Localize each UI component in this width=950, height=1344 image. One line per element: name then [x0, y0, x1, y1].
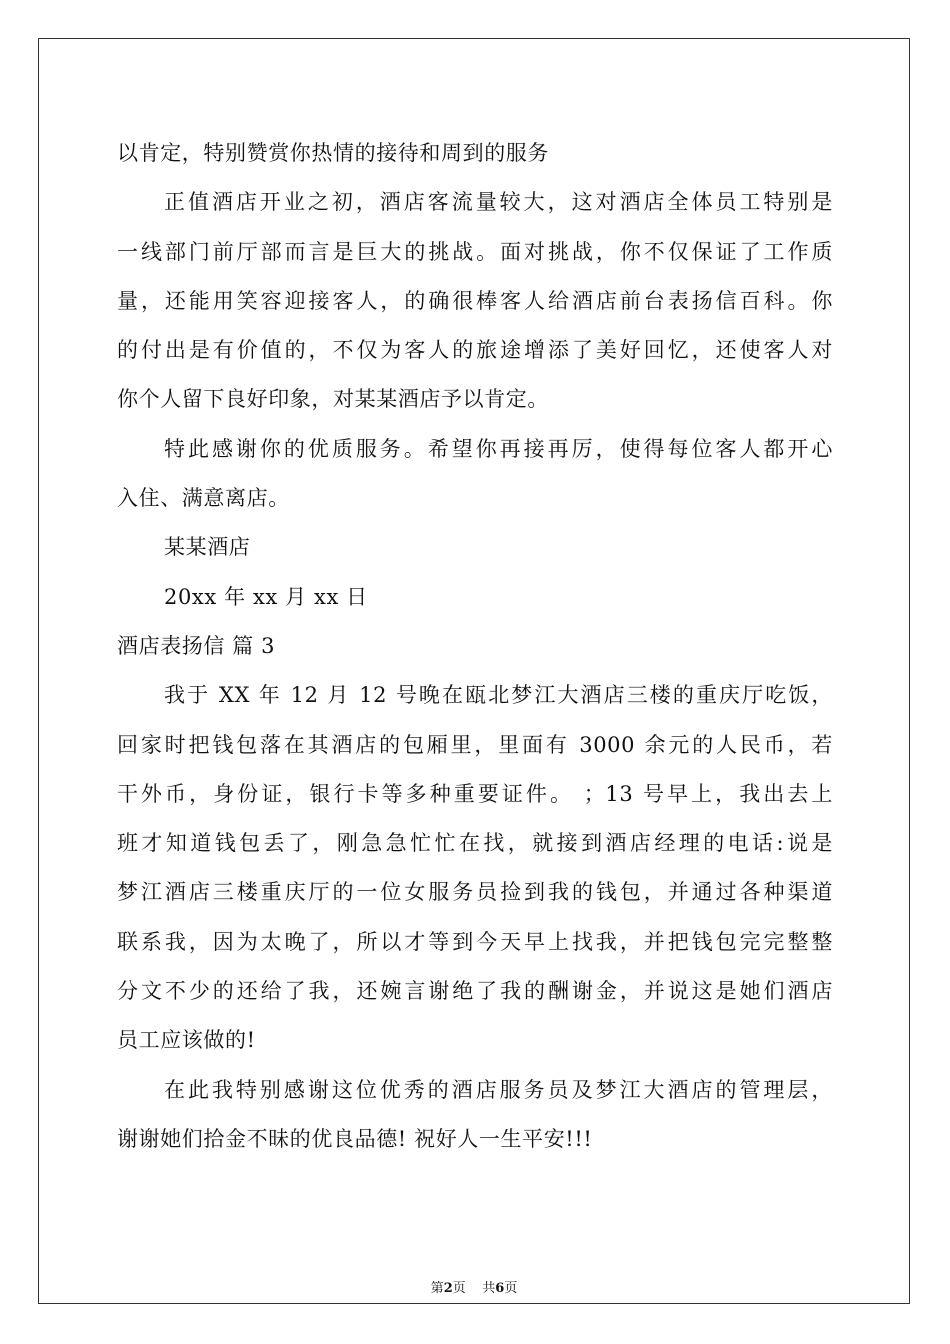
document-page [38, 38, 910, 1304]
section-heading: 酒店表扬信 篇 3 [117, 633, 276, 658]
text-line: 的付出是有价值的，不仅为客人的旅途增添了美好回忆，还使客人对 [117, 338, 833, 363]
page-footer [39, 1277, 909, 1296]
text-line: 在此我特别感谢这位优秀的酒店服务员及梦江大酒店的管理层， [164, 1077, 833, 1102]
text-line: 一线部门前厅部而言是巨大的挑战。面对挑战，你不仅保证了工作质 [117, 239, 833, 264]
text-line: 入住、满意离店。 [117, 486, 290, 511]
text-line: 特此感谢你的优质服务。希望你再接再厉，使得每位客人都开心 [164, 436, 833, 461]
text-line: 梦江酒店三楼重庆厅的一位女服务员捡到我的钱包，并通过各种渠道 [117, 880, 833, 905]
text-line: 谢谢她们拾金不昧的优良品德! 祝好人一生平安!!! [117, 1126, 593, 1151]
text-line: 量，还能用笑容迎接客人，的确很棒客人给酒店前台表扬信百科。你 [117, 288, 833, 313]
footer-middle: 页 共 [452, 1281, 496, 1296]
text-line: 以肯定，特别赞赏你热情的接待和周到的服务 [117, 141, 549, 165]
signature-name: 某某酒店 [164, 535, 251, 560]
total-page-count: 6 [495, 1281, 505, 1296]
text-line: 你个人留下良好印象，对某某酒店予以肯定。 [117, 387, 549, 412]
text-line: 联系我，因为太晚了，所以才等到今天早上找我，并把钱包完完整整 [117, 929, 833, 954]
text-line: 回家时把钱包落在其酒店的包厢里，里面有 3000 余元的人民币，若 [117, 732, 833, 757]
text-line: 员工应该做的! [117, 1028, 256, 1053]
footer-prefix: 第 [430, 1281, 444, 1296]
footer-suffix: 页 [504, 1281, 518, 1296]
text-line: 分文不少的还给了我，还婉言谢绝了我的酬谢金，并说这是她们酒店 [117, 979, 833, 1004]
document-body [117, 129, 833, 1164]
text-line: 班才知道钱包丢了，刚急急忙忙在找，就接到酒店经理的电话:说是 [117, 831, 833, 856]
current-page-number: 2 [443, 1281, 453, 1296]
text-line: 我于 XX 年 12 月 12 号晚在瓯北梦江大酒店三楼的重庆厅吃饭， [164, 683, 833, 708]
text-line: 干外币，身份证，银行卡等多种重要证件。 ；13 号早上，我出去上 [117, 781, 833, 806]
text-line: 正值酒店开业之初，酒店客流量较大，这对酒店全体员工特别是 [164, 190, 833, 215]
signature-date: 20xx 年 xx 月 xx 日 [164, 584, 368, 609]
